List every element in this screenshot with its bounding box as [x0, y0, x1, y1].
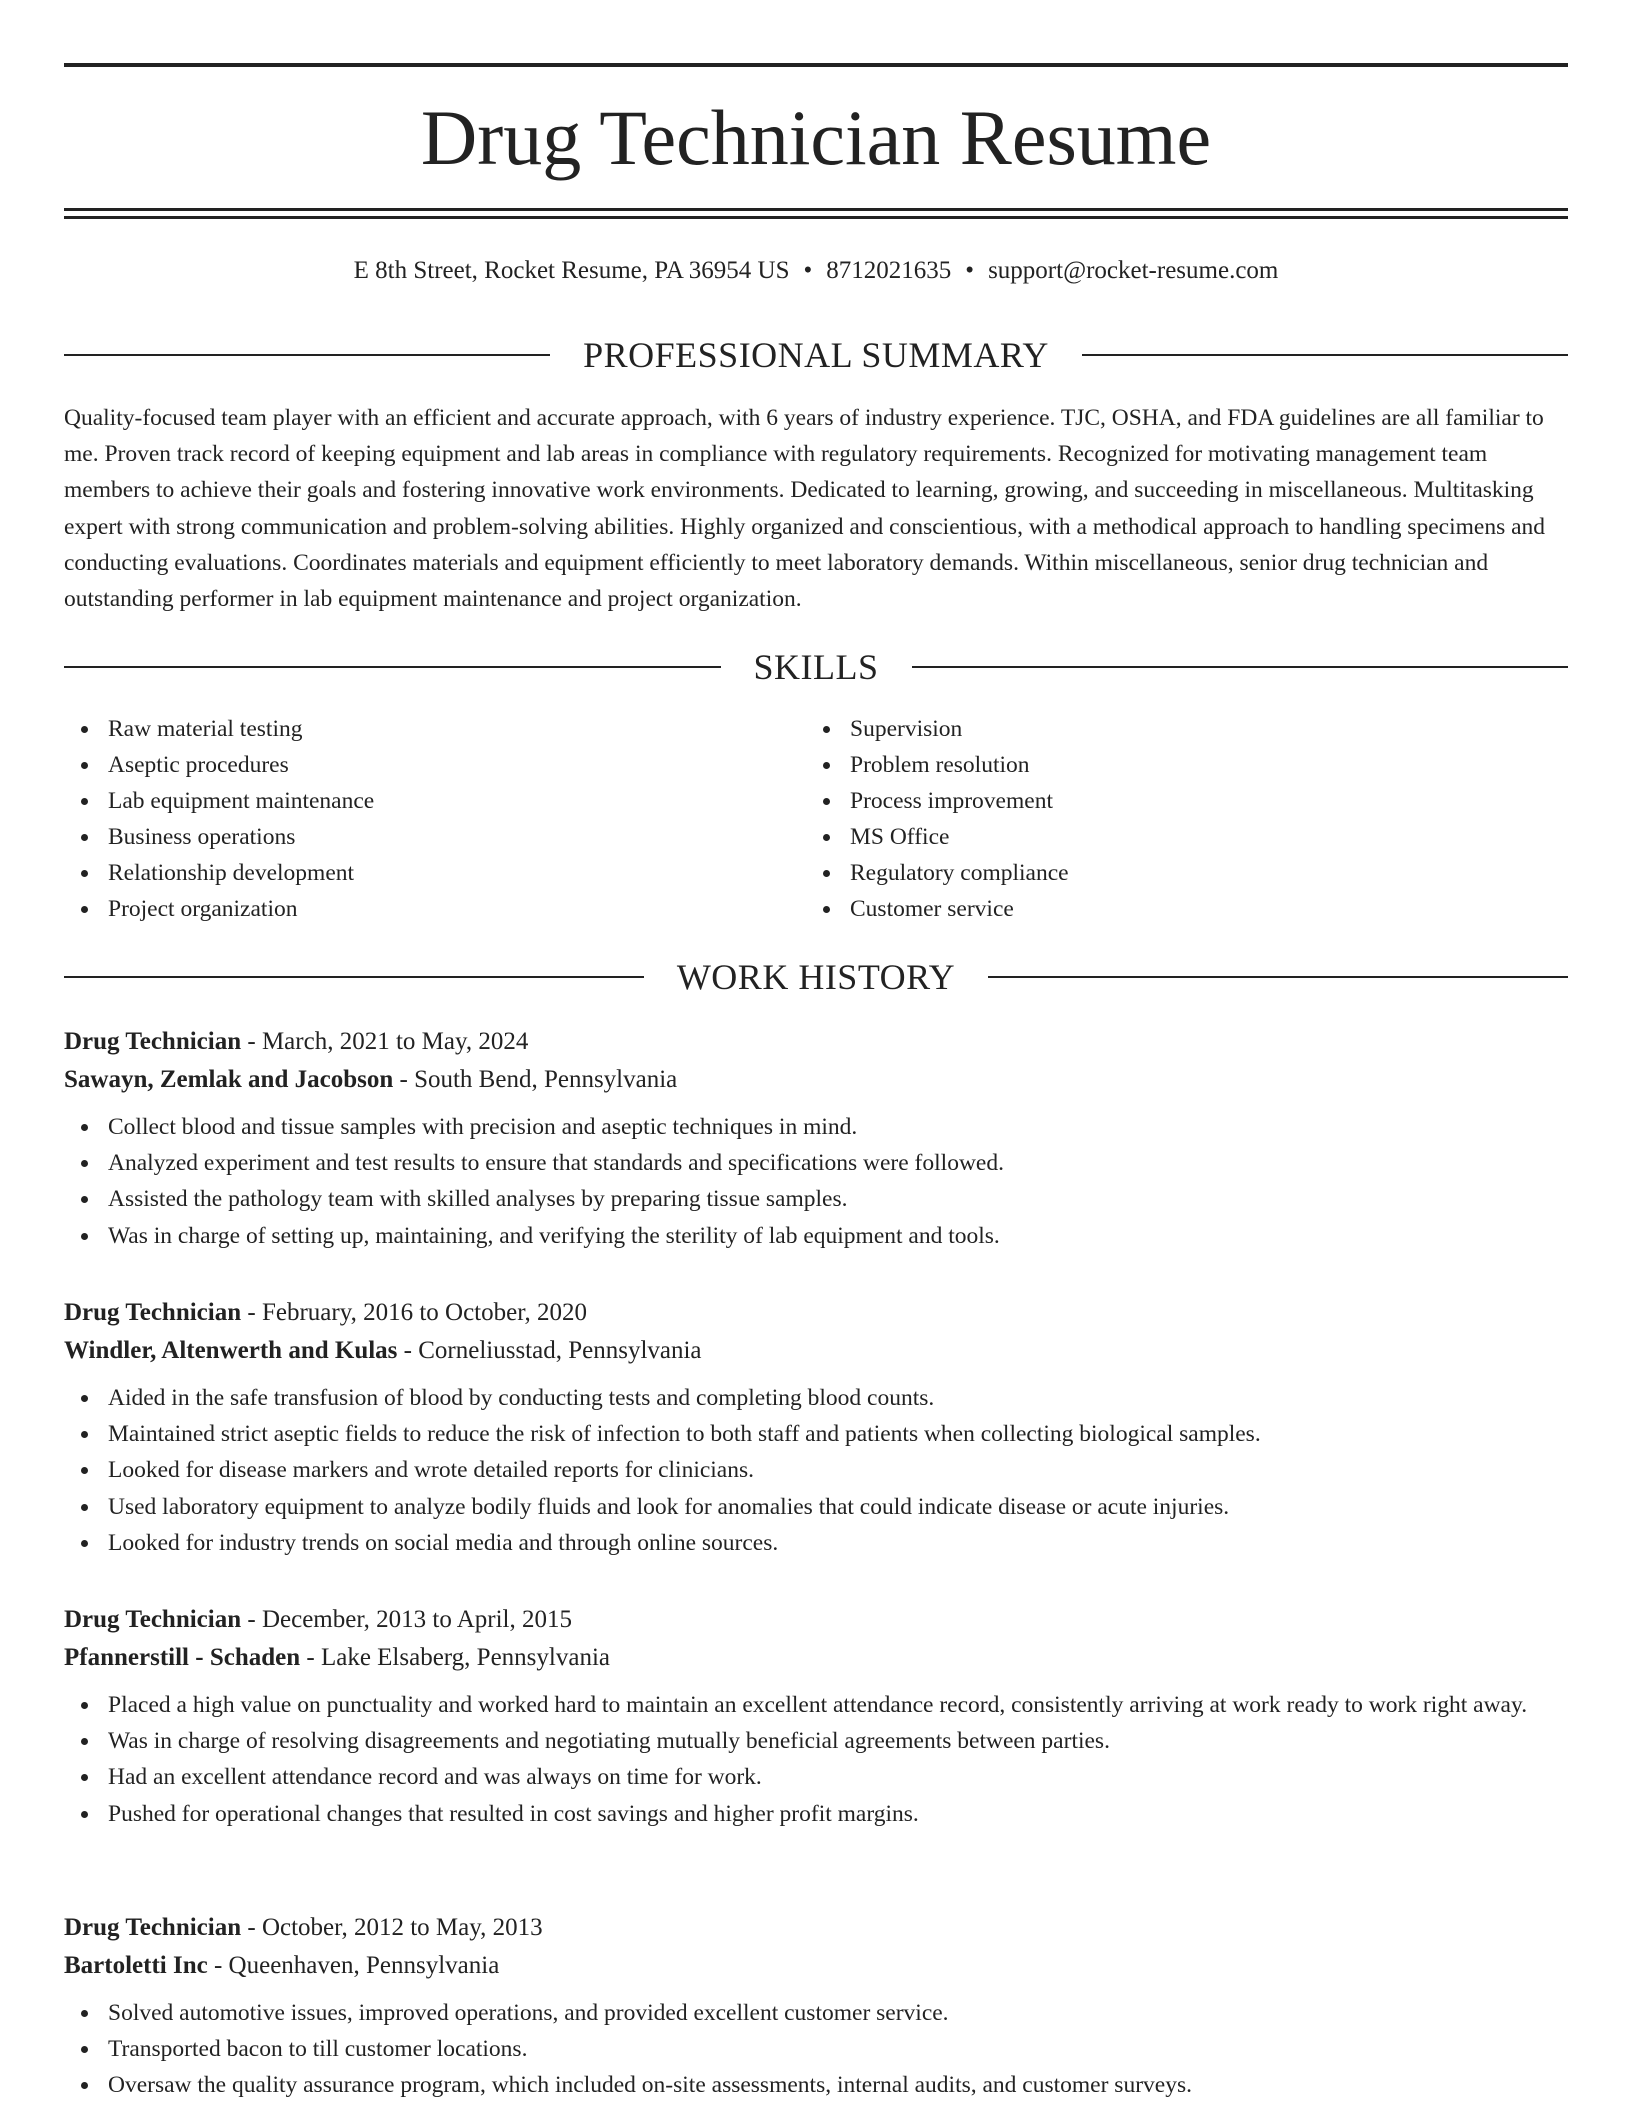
- job-title-line: [64, 1909, 1568, 1947]
- job-location: - Queenhaven, Pennsylvania: [207, 1952, 500, 1979]
- job-company: Pfannerstill - Schaden: [64, 1644, 301, 1671]
- contact-email: support@rocket-resume.com: [988, 257, 1279, 284]
- job-title: Drug Technician: [64, 1028, 242, 1055]
- contact-address: E 8th Street, Rocket Resume, PA 36954 US: [353, 257, 790, 284]
- skill-item: Customer service: [806, 891, 1548, 927]
- job-title-line: [64, 1023, 1568, 1061]
- job-dates: - October, 2012 to May, 2013: [241, 1914, 543, 1941]
- job-dates: - March, 2021 to May, 2024: [241, 1028, 529, 1055]
- duty-item: Maintained strict aseptic fields to reduce the risk of infection to both staff and patients when collecting biological samples.: [64, 1416, 1568, 1452]
- skill-item: Regulatory compliance: [806, 855, 1548, 891]
- job-dates: - December, 2013 to April, 2015: [241, 1606, 572, 1633]
- skill-item: Project organization: [64, 891, 806, 927]
- skills-list: [64, 711, 1568, 927]
- job-title-line: [64, 1601, 1568, 1639]
- job-entry: [64, 1909, 1568, 2104]
- duty-item: Was in charge of resolving disagreements and negotiating mutually beneficial agreements between parties.: [64, 1723, 1568, 1759]
- skill-item: Raw material testing: [64, 711, 806, 747]
- heading-rule-right: [912, 666, 1569, 668]
- job-duties: [64, 1687, 1568, 1832]
- job-company: Bartoletti Inc: [64, 1952, 208, 1979]
- title-divider-upper: [64, 208, 1568, 211]
- duty-item: Pushed for operational changes that resulted in cost savings and higher profit margins.: [64, 1796, 1568, 1832]
- skill-item: Lab equipment maintenance: [64, 783, 806, 819]
- job-company: Sawayn, Zemlak and Jacobson: [64, 1066, 394, 1093]
- skill-item: Business operations: [64, 819, 806, 855]
- duty-item: Had an excellent attendance record and was always on time for work.: [64, 1759, 1568, 1795]
- duty-item: Looked for industry trends on social media and through online sources.: [64, 1525, 1568, 1561]
- skills-column-left: [64, 711, 806, 927]
- job-dates: - February, 2016 to October, 2020: [241, 1299, 588, 1326]
- duty-item: Oversaw the quality assurance program, which included on-site assessments, internal audits, and customer surveys.: [64, 2067, 1568, 2103]
- job-title: Drug Technician: [64, 1606, 242, 1633]
- summary-text: Quality-focused team player with an efficient and accurate approach, with 6 years of industry experience. TJC, OSHA, and FDA guidelines are all familiar to me. Proven track record of keeping equipment and lab areas in compliance with regulatory requirements. Recognized for motivating management team members to achieve their goals and fostering innovative work environments. Dedicated to learning, growing, and succeeding in miscellaneous. Multitasking expert with strong communication and problem-solving abilities. Highly organized and conscientious, with a methodical approach to handling specimens and conducting evaluations. Coordinates materials and equipment efficiently to meet laboratory demands. Within miscellaneous, senior drug technician and outstanding performer in lab equipment maintenance and project organization.: [64, 405, 1546, 613]
- contact-line: [64, 253, 1568, 289]
- heading-rule-left: [64, 976, 644, 978]
- heading-rule-left: [64, 666, 721, 668]
- job-location: - Corneliusstad, Pennsylvania: [397, 1337, 702, 1364]
- contact-phone: 8712021635: [826, 257, 952, 284]
- job-company-line: [64, 1947, 1568, 1985]
- heading-rule-right: [1082, 354, 1568, 356]
- section-title-work: WORK HISTORY: [676, 957, 956, 997]
- contact-separator: •: [965, 257, 975, 284]
- duty-item: Solved automotive issues, improved operations, and provided excellent customer service.: [64, 1995, 1568, 2031]
- duty-item: Aided in the safe transfusion of blood by conducting tests and completing blood counts.: [64, 1380, 1568, 1416]
- skill-item: MS Office: [806, 819, 1548, 855]
- section-heading-summary: [64, 333, 1568, 377]
- duty-item: Assisted the pathology team with skilled analyses by preparing tissue samples.: [64, 1181, 1568, 1217]
- page-title: Drug Technician Resume: [420, 94, 1212, 181]
- skill-item: Relationship development: [64, 855, 806, 891]
- job-entry: [64, 1601, 1568, 1832]
- section-title-skills: SKILLS: [753, 647, 879, 687]
- job-company: Windler, Altenwerth and Kulas: [64, 1337, 398, 1364]
- job-entry: [64, 1294, 1568, 1561]
- job-entry: [64, 1023, 1568, 1254]
- job-duties: [64, 1109, 1568, 1254]
- title-divider-lower: [64, 216, 1568, 219]
- skill-item: Supervision: [806, 711, 1548, 747]
- skill-item: Aseptic procedures: [64, 747, 806, 783]
- job-duties: [64, 1995, 1568, 2104]
- job-location: - South Bend, Pennsylvania: [393, 1066, 678, 1093]
- section-heading-work: [64, 955, 1568, 999]
- job-title: Drug Technician: [64, 1914, 242, 1941]
- job-title-line: [64, 1294, 1568, 1332]
- job-company-line: [64, 1061, 1568, 1099]
- duty-item: Was in charge of setting up, maintaining, and verifying the sterility of lab equipment and tools.: [64, 1218, 1568, 1254]
- section-heading-skills: [64, 645, 1568, 689]
- skill-item: Problem resolution: [806, 747, 1548, 783]
- job-duties: [64, 1380, 1568, 1561]
- duty-item: Transported bacon to till customer locations.: [64, 2031, 1568, 2067]
- duty-item: Used laboratory equipment to analyze bodily fluids and look for anomalies that could indicate disease or acute injuries.: [64, 1489, 1568, 1525]
- job-title: Drug Technician: [64, 1299, 242, 1326]
- skills-column-right: [806, 711, 1548, 927]
- duty-item: Placed a high value on punctuality and worked hard to maintain an excellent attendance record, consistently arriving at work ready to work right away.: [64, 1687, 1568, 1723]
- job-company-line: [64, 1332, 1568, 1370]
- heading-rule-left: [64, 354, 550, 356]
- contact-separator: •: [803, 257, 813, 284]
- duty-item: Collect blood and tissue samples with precision and aseptic techniques in mind.: [64, 1109, 1568, 1145]
- section-title-summary: PROFESSIONAL SUMMARY: [583, 335, 1049, 375]
- duty-item: Looked for disease markers and wrote detailed reports for clinicians.: [64, 1452, 1568, 1488]
- job-company-line: [64, 1639, 1568, 1677]
- skill-item: Process improvement: [806, 783, 1548, 819]
- duty-item: Analyzed experiment and test results to ensure that standards and specifications were followed.: [64, 1145, 1568, 1181]
- heading-rule-right: [988, 976, 1568, 978]
- job-location: - Lake Elsaberg, Pennsylvania: [300, 1644, 610, 1671]
- top-divider: [64, 63, 1568, 67]
